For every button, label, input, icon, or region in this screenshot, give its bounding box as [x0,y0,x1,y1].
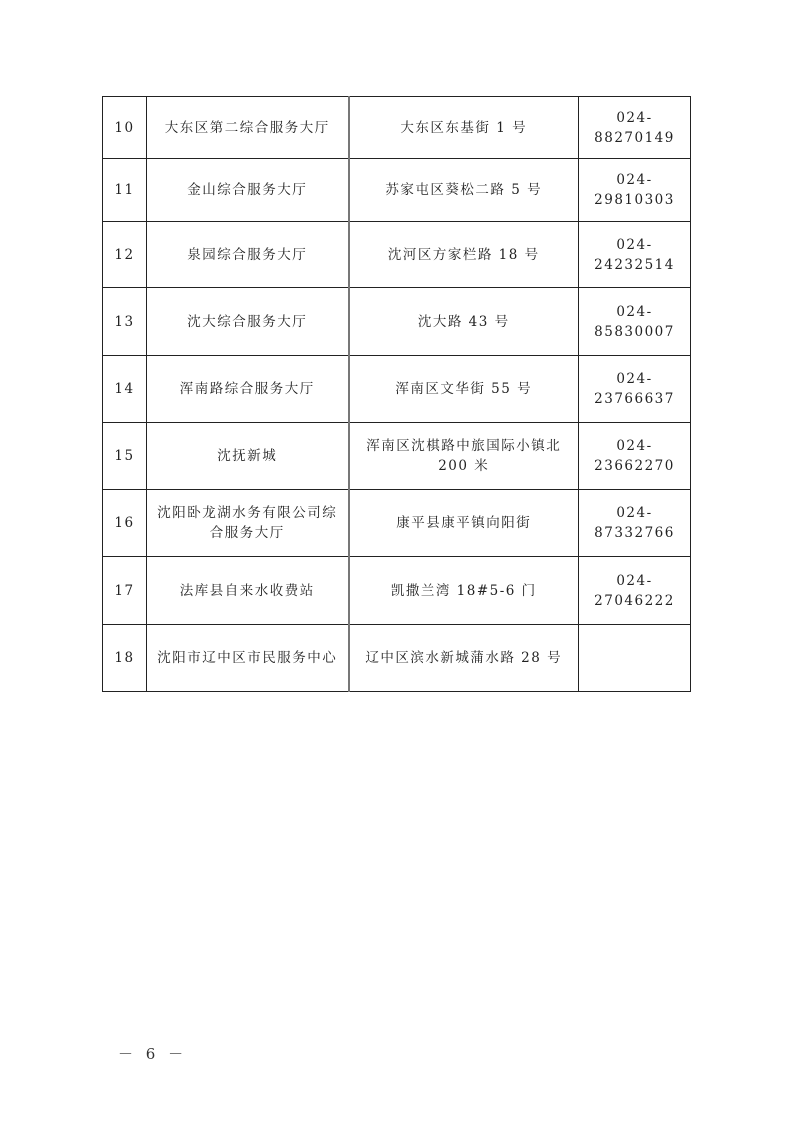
service-hall-name-cell: 沈大综合服务大厅 [147,288,349,356]
service-hall-table [102,96,691,692]
address-cell: 浑南区沈棋路中旅国际小镇北 200 米 [349,423,579,490]
table-row [103,159,691,222]
row-number-cell: 17 [103,557,147,625]
phone-cell: 024-23662270 [579,423,691,490]
table-row [103,288,691,356]
address-cell: 康平县康平镇向阳街 [349,490,579,557]
service-hall-name-cell: 浑南路综合服务大厅 [147,356,349,423]
service-hall-name-cell: 金山综合服务大厅 [147,159,349,222]
service-hall-name-cell: 大东区第二综合服务大厅 [147,97,349,159]
row-number-cell: 18 [103,625,147,692]
table-row [103,490,691,557]
address-cell: 沈大路 43 号 [349,288,579,356]
row-number-cell: 13 [103,288,147,356]
row-number-cell: 10 [103,97,147,159]
table-row [103,97,691,159]
row-number-cell: 11 [103,159,147,222]
row-number-cell: 12 [103,222,147,288]
phone-cell: 024-88270149 [579,97,691,159]
address-cell: 沈河区方家栏路 18 号 [349,222,579,288]
phone-cell: 024-23766637 [579,356,691,423]
row-number-cell: 14 [103,356,147,423]
phone-cell: 024-27046222 [579,557,691,625]
address-cell: 辽中区滨水新城蒲水路 28 号 [349,625,579,692]
address-cell: 苏家屯区葵松二路 5 号 [349,159,579,222]
service-hall-name-cell: 沈阳市辽中区市民服务中心 [147,625,349,692]
phone-cell: 024-87332766 [579,490,691,557]
table-body [103,97,691,692]
table-row [103,625,691,692]
address-cell: 凯撒兰湾 18#5-6 门 [349,557,579,625]
table-row [103,557,691,625]
address-cell: 浑南区文华街 55 号 [349,356,579,423]
row-number-cell: 15 [103,423,147,490]
table-row [103,423,691,490]
phone-cell: 024-29810303 [579,159,691,222]
page-number: － 6 － [118,1045,188,1063]
service-hall-name-cell: 泉园综合服务大厅 [147,222,349,288]
row-number-cell: 16 [103,490,147,557]
phone-cell: 024-85830007 [579,288,691,356]
service-hall-name-cell: 法库县自来水收费站 [147,557,349,625]
table-row [103,356,691,423]
table-row [103,222,691,288]
phone-cell [579,625,691,692]
service-hall-name-cell: 沈抚新城 [147,423,349,490]
service-hall-name-cell: 沈阳卧龙湖水务有限公司综合服务大厅 [147,490,349,557]
address-cell: 大东区东基街 1 号 [349,97,579,159]
phone-cell: 024-24232514 [579,222,691,288]
